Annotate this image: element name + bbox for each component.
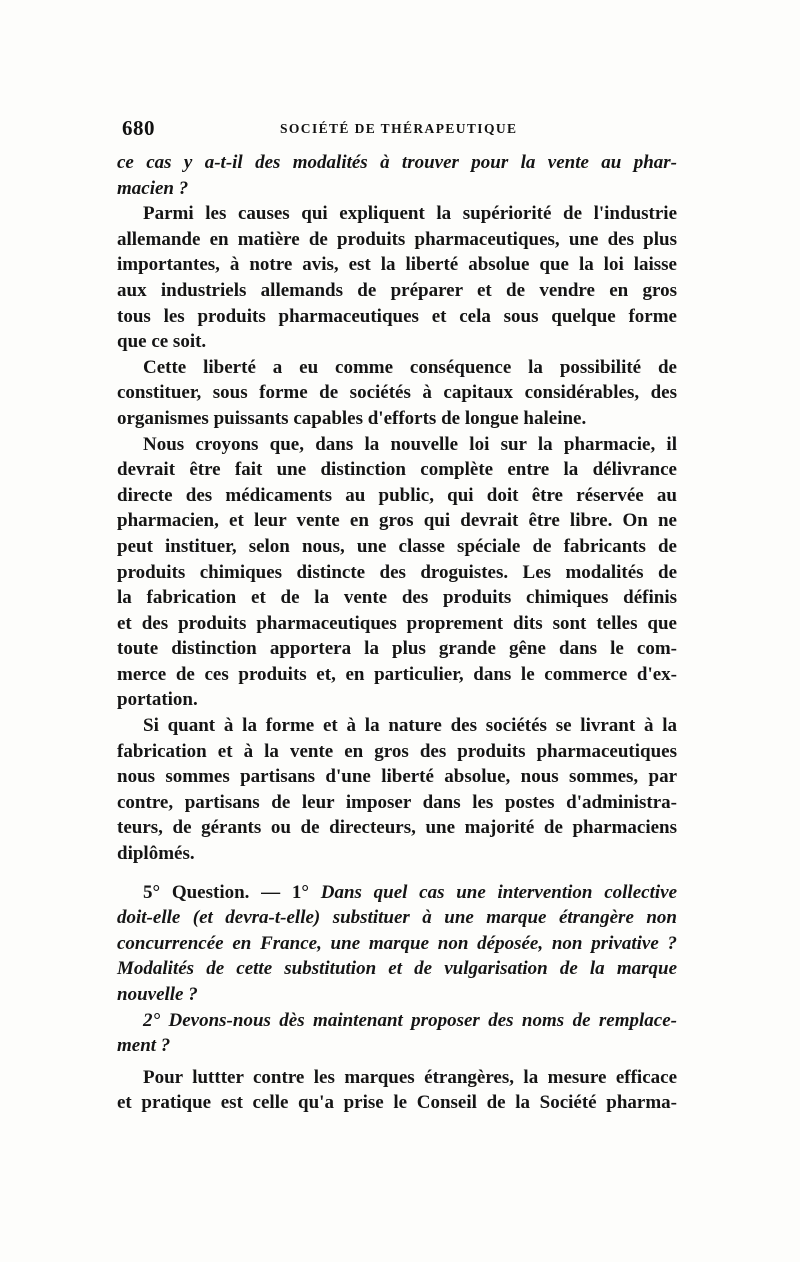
text-line: nouvelle ? [117, 984, 198, 1005]
text-line: merce de ces produits et, en particulier, dans le commerce d'ex- [117, 663, 677, 685]
text-line: 2° Devons-nous dès maintenant proposer des noms de remplace- [143, 1009, 677, 1031]
text-line: contre, partisans de leur imposer dans les postes d'administra- [117, 791, 677, 813]
text-line: produits chimiques distincte des droguistes. Les modalités de [117, 561, 677, 583]
text-line: concurrencée en France, une marque non déposée, non privative ? [117, 932, 677, 954]
text-line: portation. [117, 689, 198, 711]
text-line: organismes puissants capables d'efforts de longue haleine. [117, 407, 587, 429]
text-line: ment ? [117, 1035, 171, 1057]
paragraph [117, 201, 677, 355]
question-text: Dans quel cas une intervention collective [320, 881, 678, 903]
text-line: aux industriels allemands de préparer et de vendre en gros [117, 279, 677, 301]
text-line: teurs, de gérants ou de directeurs, une majorité de pharmaciens [117, 817, 677, 839]
text-line: doit-elle (et devra-t-elle) substituer à une marque étrangère non [117, 907, 677, 929]
text-line: Nous croyons que, dans la nouvelle loi sur la pharmacie, il [143, 433, 677, 455]
page-header [122, 116, 682, 142]
text-line: et des produits pharmaceutiques proprement dits sont telles que [117, 612, 677, 634]
text-line: et pratique est celle qu'a prise le Conseil de la Société pharma- [117, 1092, 677, 1114]
text-line: Pour luttter contre les marques étrangères, la mesure efficace [143, 1066, 677, 1088]
text-line: directe des médicaments au public, qui doit être réservée au [117, 484, 677, 506]
text-line: Parmi les causes qui expliquent la supériorité de l'industrie [143, 203, 677, 225]
text-line: la fabrication et de la vente des produits chimiques définis [117, 587, 677, 609]
text-line: Cette liberté a eu comme conséquence la possibilité de [143, 356, 677, 378]
text-line: ce cas y a-t-il des modalités à trouver pour la vente au phar- [117, 152, 677, 173]
text-line: fabrication et à la vente en gros des produits pharmaceutiques [117, 740, 677, 762]
question-first-line [117, 880, 677, 906]
body-text [117, 150, 677, 1116]
section-gap [117, 867, 677, 880]
text-line: diplômés. [117, 843, 195, 865]
running-title: SOCIÉTÉ DE THÉRAPEUTIQUE [280, 121, 518, 136]
text-line: devrait être fait une distinction complète entre la délivrance [117, 459, 677, 481]
text-line: que ce soit. [117, 331, 207, 353]
question-lead: 5° Question. — 1° [143, 881, 309, 903]
paragraph [117, 713, 677, 867]
paragraph [117, 355, 677, 432]
page-number: 680 [122, 116, 155, 140]
text-line: toute distinction apportera la plus grande gêne dans le com- [117, 638, 677, 660]
paragraph-continuation [117, 150, 677, 201]
text-line: macien ? [117, 177, 189, 199]
text-line: nous sommes partisans d'une liberté absolue, nous sommes, par [117, 766, 677, 788]
text-line: constituer, sous forme de sociétés à capitaux considérables, des [117, 382, 677, 404]
text-line: peut instituer, selon nous, une classe spéciale de fabricants de [117, 535, 677, 557]
text-line: tous les produits pharmaceutiques et cela sous quelque forme [117, 305, 677, 327]
paragraph-closing [117, 1065, 677, 1116]
text-line: Modalités de cette substitution et de vulgarisation de la marque [117, 958, 677, 980]
text-line: pharmacien, et leur vente en gros qui devrait être libre. On ne [117, 510, 677, 532]
text-line: allemande en matière de produits pharmaceutiques, une des plus [117, 228, 677, 250]
text-line: importantes, à notre avis, est la liberté absolue que la loi laisse [117, 254, 677, 276]
paragraph [117, 432, 677, 714]
text-line: Si quant à la forme et à la nature des sociétés se livrant à la [143, 715, 677, 737]
question-section [117, 880, 677, 1059]
